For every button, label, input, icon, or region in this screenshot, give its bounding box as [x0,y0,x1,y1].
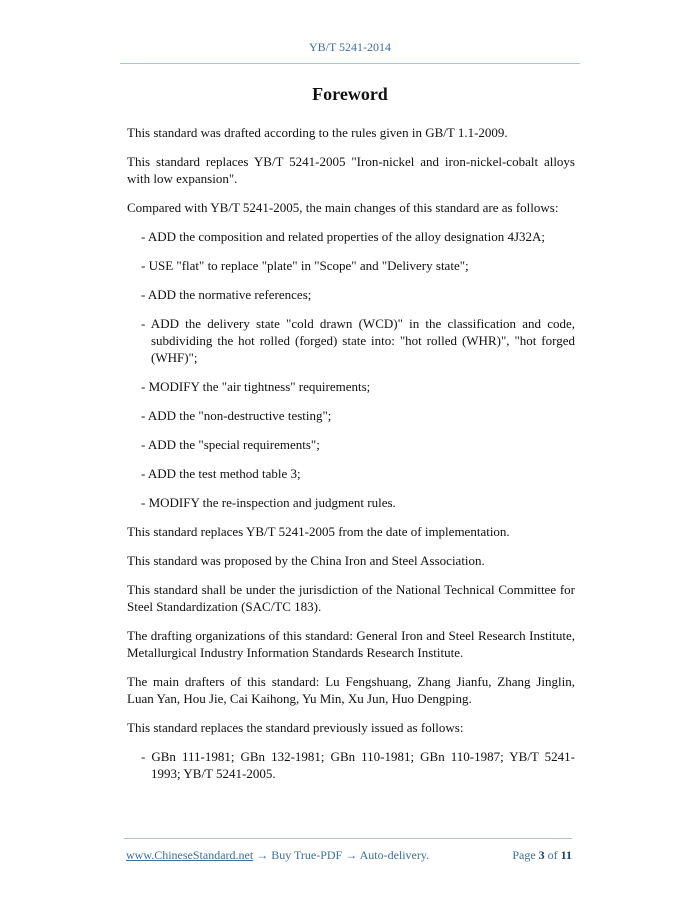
paragraph: This standard replaces YB/T 5241-2005 "Iron-nickel and iron-nickel-cobalt alloys with low expansion". [127,154,575,186]
paragraph: This standard was proposed by the China Iron and Steel Association. [127,553,485,568]
list-item: - MODIFY the "air tightness" requirements; [141,379,371,394]
page-total: 11 [560,848,572,862]
promo-text: → Buy True-PDF → Auto-delivery. [256,848,430,862]
paragraph: This standard replaces YB/T 5241-2005 from the date of implementation. [127,524,510,539]
page-title: Foreword [312,84,388,104]
foreword-body [127,124,575,794]
list-item: - USE "flat" to replace "plate" in "Scope" and "Delivery state"; [141,258,469,273]
list-item: - ADD the test method table 3; [141,466,301,481]
previous-editions-list [127,748,575,782]
paragraph: The drafting organizations of this standard: General Iron and Steel Research Institute, Metallurgical Industry Information Standards Research Institute. [127,628,575,660]
paragraph: The main drafters of this standard: Lu Fengshuang, Zhang Jianfu, Zhang Jinglin, Luan Yan, Hou Jie, Cai Kaihong, Yu Min, Xu Jun, Huo Dengping. [127,674,575,706]
page-indicator [512,848,572,863]
page-of: of [547,848,558,862]
page-current: 3 [538,848,545,862]
changes-list [127,228,575,511]
list-item: - ADD the "non-destructive testing"; [141,408,332,423]
website-link[interactable]: www.ChineseStandard.net [126,848,254,862]
list-item: - ADD the "special requirements"; [141,437,320,452]
paragraph: This standard shall be under the jurisdiction of the National Technical Committee for Steel Standardization (SAC/TC 183). [127,582,575,614]
list-item: - GBn 111-1981; GBn 132-1981; GBn 110-1981; GBn 110-1987; YB/T 5241-1993; YB/T 5241-2005. [141,749,575,781]
paragraph: This standard was drafted according to the rules given in GB/T 1.1-2009. [127,125,508,140]
header-divider [120,63,580,64]
list-item: - ADD the delivery state "cold drawn (WCD)" in the classification and code, subdividing the hot rolled (forged) state into: "hot rolled (WHR)", "hot forged (WHF)"; [141,316,575,365]
paragraph: This standard replaces the standard previously issued as follows: [127,720,464,735]
page-label: Page [512,848,536,862]
list-item: - ADD the normative references; [141,287,312,302]
list-item: - MODIFY the re-inspection and judgment rules. [141,495,396,510]
page-footer [126,848,572,863]
page-header [120,40,580,55]
header-doc-code: YB/T 5241-2014 [308,40,392,54]
list-item: - ADD the composition and related properties of the alloy designation 4J32A; [141,229,545,244]
footer-divider [124,838,572,839]
paragraph: Compared with YB/T 5241-2005, the main changes of this standard are as follows: [127,200,559,215]
